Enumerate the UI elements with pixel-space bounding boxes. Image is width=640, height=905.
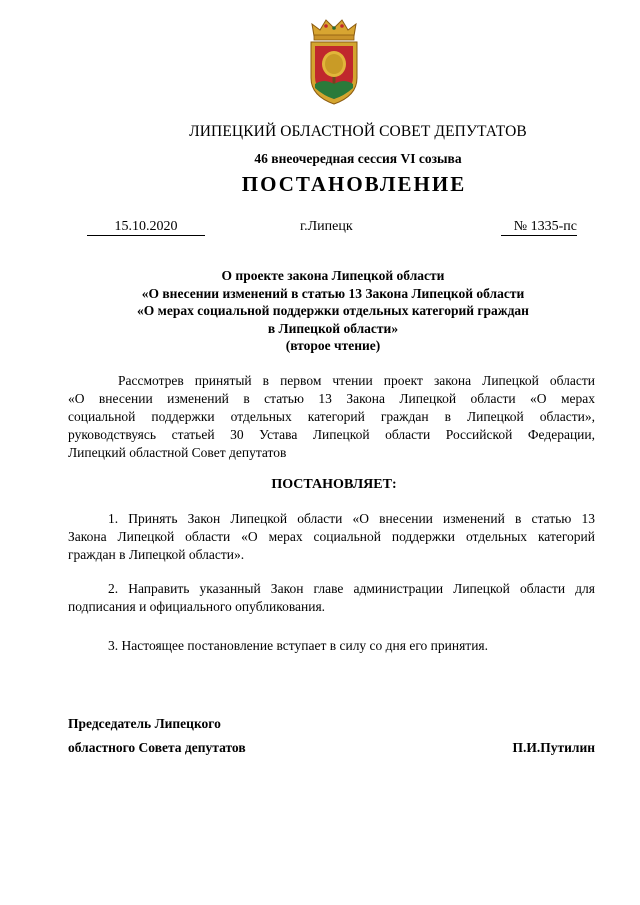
document-date: 15.10.2020 [87, 219, 205, 236]
preamble-line: социальной поддержки отдельных категорий граждан в Липецкой области», [68, 409, 595, 424]
signatory-title [68, 712, 246, 760]
preamble-paragraph [68, 372, 595, 462]
item-line: подписания и официального опубликования. [68, 599, 326, 614]
council-name: ЛИПЕЦКИЙ ОБЛАСТНОЙ СОВЕТ ДЕПУТАТОВ [189, 123, 527, 140]
session-title: 46 внеочередная сессия VI созыва [254, 151, 462, 166]
decree-heading: ПОСТАНОВЛЯЕТ: [271, 477, 397, 492]
subject-line: «О мерах социальной поддержки отдельных категорий граждан [137, 303, 529, 318]
coat-of-arms-emblem [304, 16, 364, 106]
subject-line: (второе чтение) [285, 338, 381, 353]
preamble-line: «О внесении изменений в статью 13 Закона Липецкой области «О мерах [68, 391, 595, 406]
preamble-line: Липецкий областной Совет депутатов [68, 445, 287, 460]
subject-line: О проекте закона Липецкой области [221, 268, 445, 283]
document-subject [68, 267, 598, 355]
item-line: Закона Липецкой области «О мерах социальной поддержки отдельных категорий [68, 529, 595, 544]
item-1-paragraph [68, 510, 595, 564]
subject-line: «О внесении изменений в статью 13 Закона Липецкой области [141, 285, 525, 301]
document-type-heading: ПОСТАНОВЛЕНИЕ [241, 172, 467, 196]
item-line: 1. Принять Закон Липецкой области «О внесении изменений в статью 13 [108, 511, 595, 526]
shield-icon [311, 42, 357, 104]
document-city: г.Липецк [300, 219, 353, 234]
subject-line: в Липецкой области» [267, 320, 399, 336]
signatory-title-line: областного Совета депутатов [68, 740, 246, 755]
item-2-paragraph [68, 580, 595, 616]
item-line: 3. Настоящее постановление вступает в силу со дня его принятия. [108, 638, 489, 653]
signatory-name: П.И.Путилин [512, 740, 595, 755]
item-3-paragraph [68, 637, 595, 655]
signatory-title-line: Председатель Липецкого [68, 716, 221, 731]
item-line: 2. Направить указанный Закон главе администрации Липецкой области для [108, 581, 595, 596]
document-number: № 1335-пс [501, 219, 577, 236]
preamble-line: руководствуясь статьей 30 Устава Липецкой области Российской Федерации, [68, 427, 595, 442]
item-line: граждан в Липецкой области». [68, 547, 245, 562]
preamble-line: Рассмотрев принятый в первом чтении проект закона Липецкой области [118, 373, 595, 388]
crown-icon [312, 20, 356, 40]
